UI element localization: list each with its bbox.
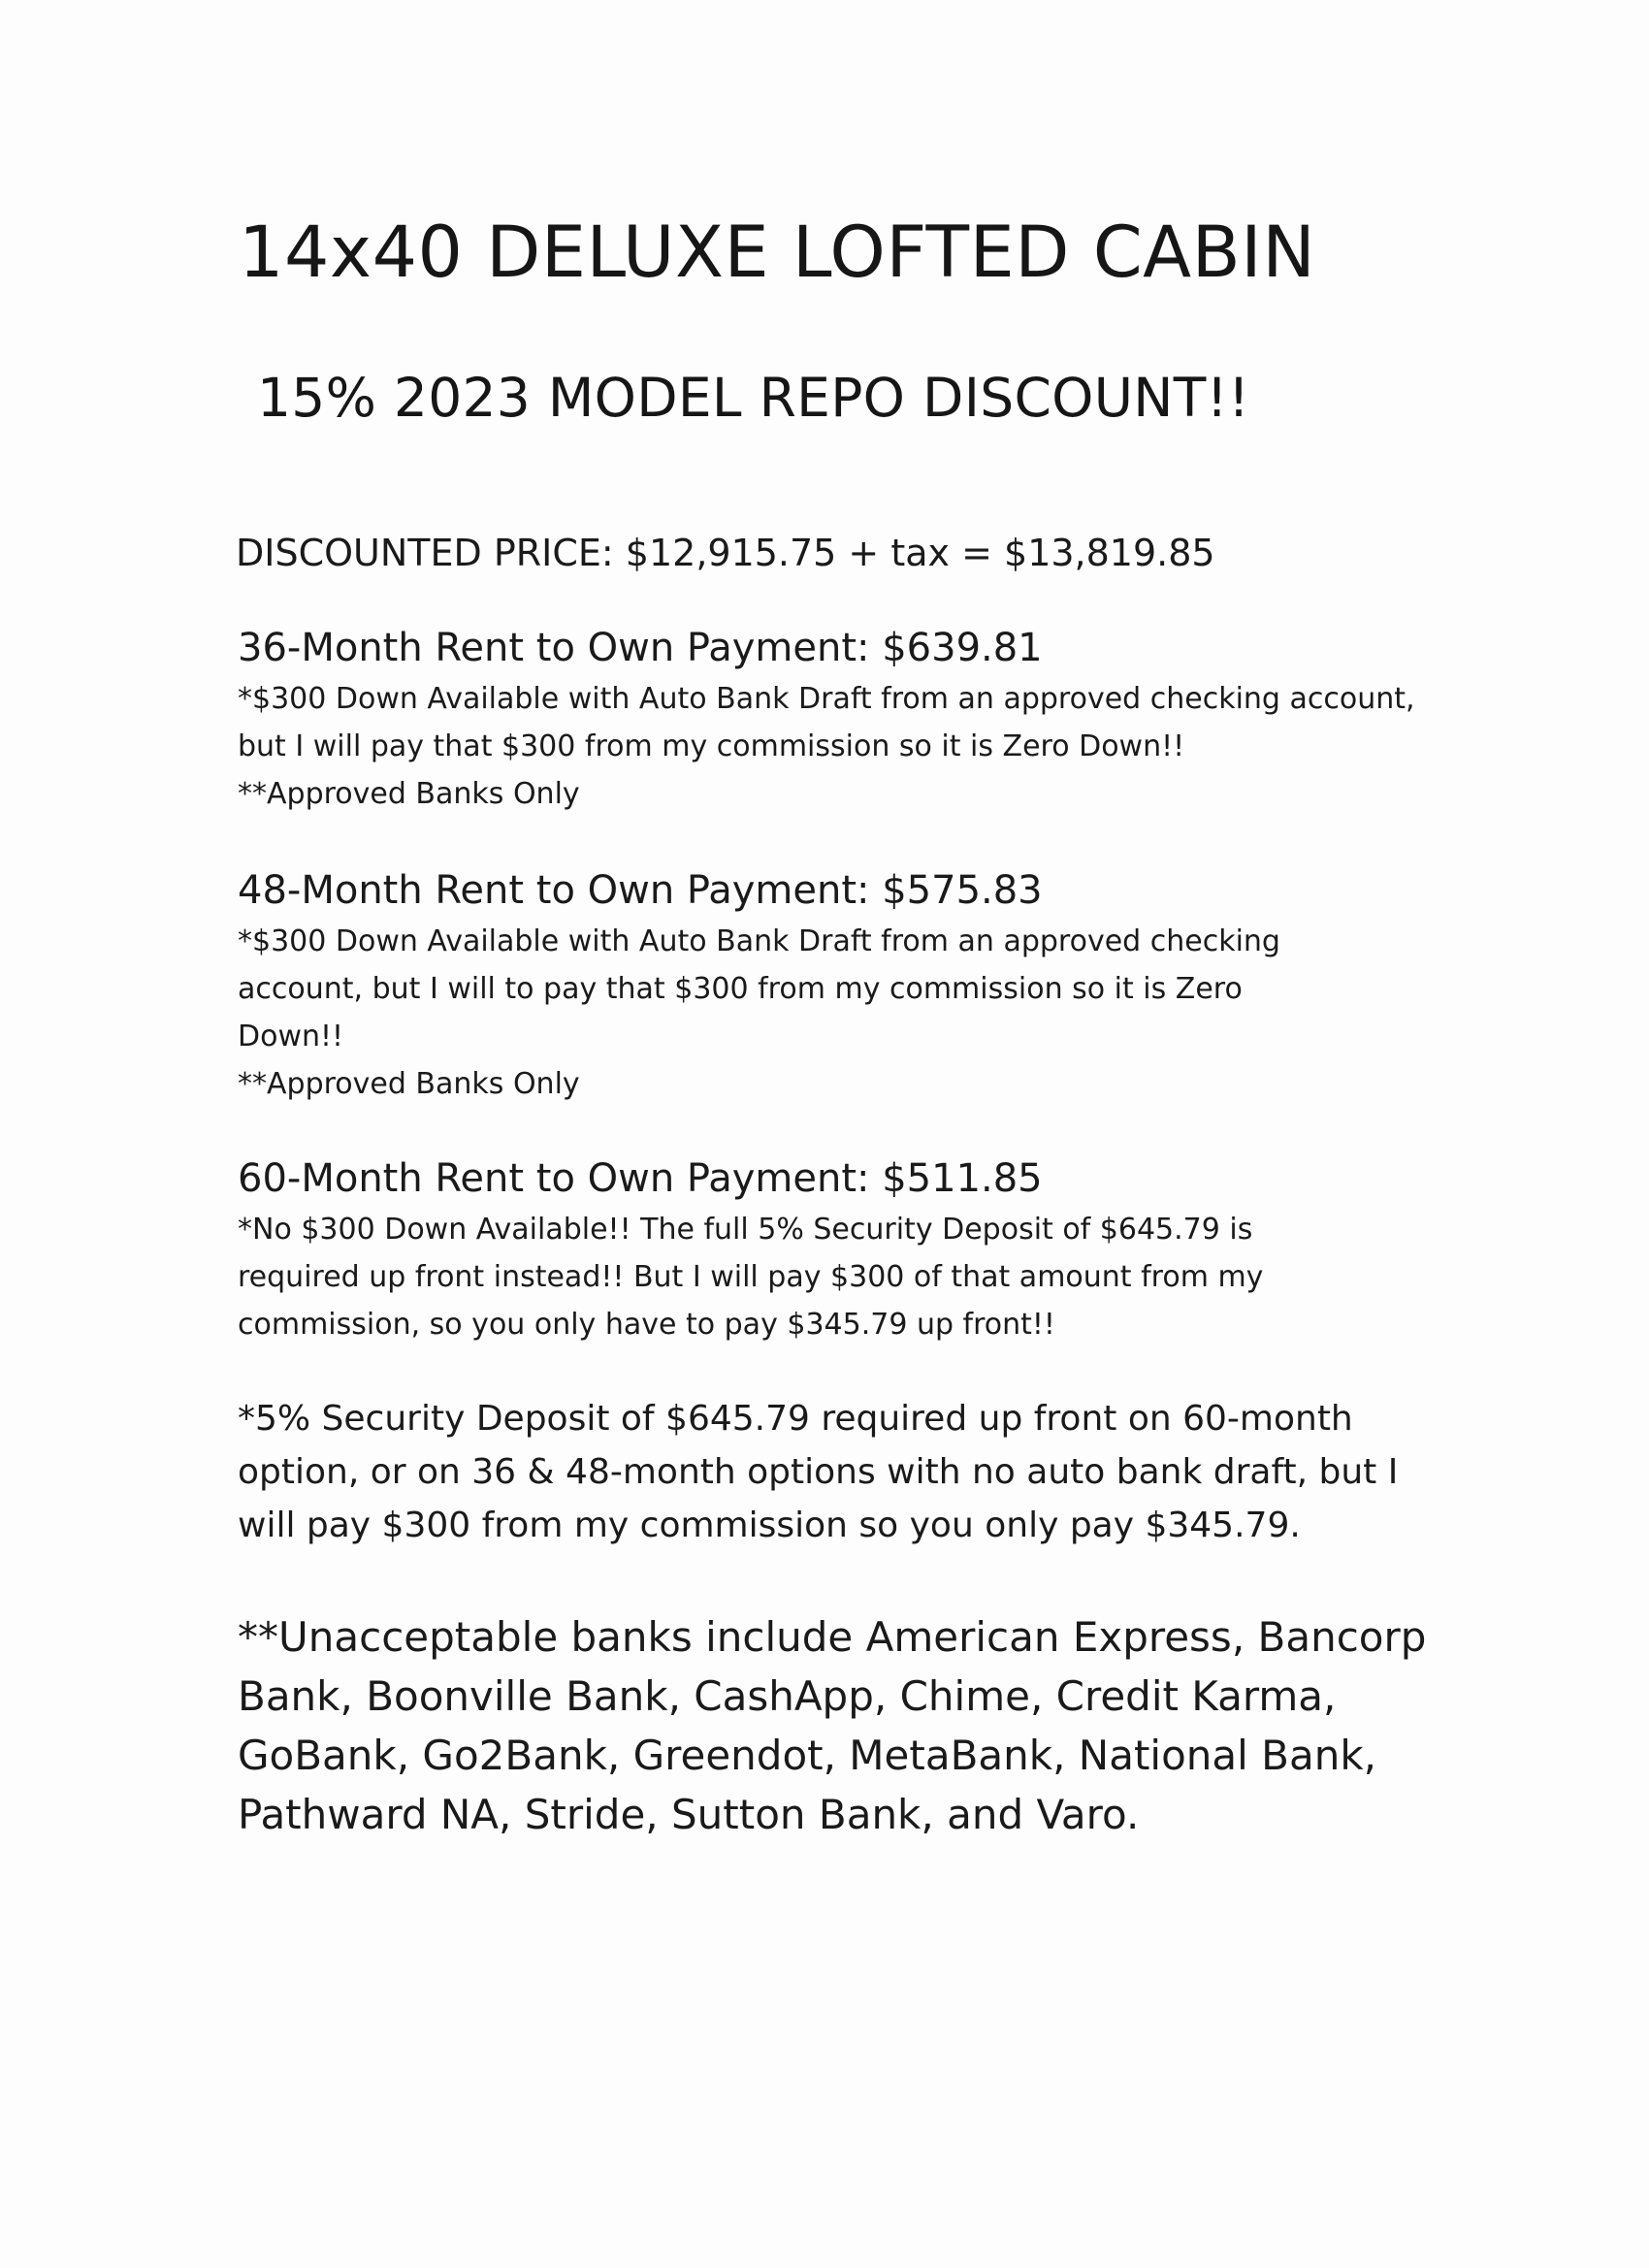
option-note: *$300 Down Available with Auto Bank Draft from an approved checking account, but I will to pay that $300 from my commission so it is Zero Down!! [238, 924, 1280, 1053]
discounted-price-line: DISCOUNTED PRICE: $12,915.75 + tax = $13,819.85 [236, 532, 1215, 574]
option-bank-note: **Approved Banks Only [238, 1067, 580, 1101]
security-deposit-note: *5% Security Deposit of $645.79 required up front on 60-month option, or on 36 & 48-month options with no auto bank draft, but I will pay $300 from my commission so you only pay $345.79. [238, 1399, 1399, 1545]
payment-option-48-month [238, 863, 1421, 1108]
unacceptable-banks-note: **Unacceptable banks include American Express, Bancorp Bank, Boonville Bank, CashApp, Chime, Credit Karma, GoBank, Go2Bank, Greendot, MetaBank, National Bank, Pathward NA, Stride, Sutton Bank, and Varo. [238, 1613, 1427, 1838]
payment-option-36-month [238, 621, 1421, 818]
option-heading: 60-Month Rent to Own Payment: $511.85 [238, 1156, 1043, 1201]
discount-subtitle: 15% 2023 MODEL REPO DISCOUNT!! [257, 367, 1250, 429]
option-note: *No $300 Down Available!! The full 5% Security Deposit of $645.79 is required up front instead!! But I will pay $300 of that amount from my commission, so you only have to pay $345.79 up front!! [238, 1213, 1264, 1342]
payment-option-60-month [238, 1151, 1421, 1348]
page-title: 14x40 DELUXE LOFTED CABIN [239, 211, 1316, 294]
option-note: *$300 Down Available with Auto Bank Draft from an approved checking account, but I will pay that $300 from my commission so it is Zero Down!! [238, 682, 1415, 763]
option-bank-note: **Approved Banks Only [238, 777, 580, 811]
option-heading: 36-Month Rent to Own Payment: $639.81 [238, 626, 1043, 670]
option-heading: 48-Month Rent to Own Payment: $575.83 [238, 868, 1043, 913]
